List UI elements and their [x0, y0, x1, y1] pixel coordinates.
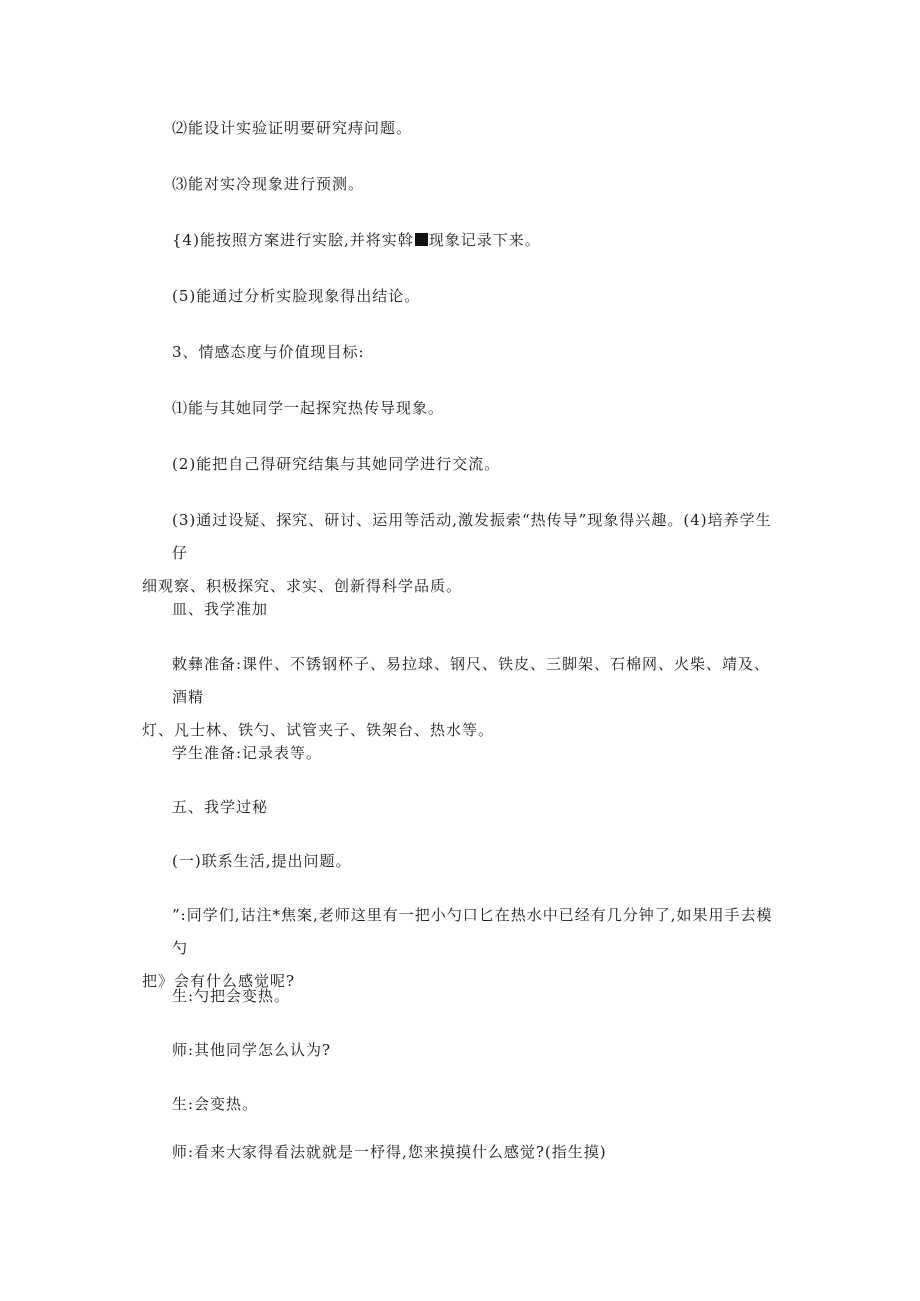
teacher-prompt: 师:其他同学怎么认为?	[172, 1041, 332, 1059]
redaction-block	[415, 233, 428, 246]
emotion-item-3-4	[142, 504, 782, 603]
teacher-question-line-2: 把》会有什么感觉呢?	[142, 972, 296, 990]
objective-item-5: (5)能通过分析实脸现象得出结论。	[172, 287, 421, 305]
emotion-item-2: (2)能把自己得研究结集与其她同学进行交流。	[172, 455, 501, 473]
teacher-question	[142, 899, 782, 998]
student-answer-1: 生:勺把会变热。	[172, 987, 291, 1005]
process-step-1: (一)联系生活,提出问题。	[172, 852, 352, 870]
objective-item-4-text-a: {4)能按照方案进行实脍,并将实斡	[172, 231, 414, 249]
student-answer-2: 生:会变热。	[172, 1095, 259, 1113]
objective-item-4-text-b: 现象记录下来。	[428, 231, 541, 249]
objective-item-3: ⑶能对实冷现象进行预测。	[172, 175, 365, 193]
section-heading-emotion-goals: 3、情感态度与价值现目标:	[172, 343, 365, 361]
emotion-item-3-4-line-1: (3)通过设疑、探究、研讨、运用等活动,激发振索“热传导”现象得兴趣。(4)培养学生仔	[172, 511, 772, 562]
objective-item-2: ⑵能设计实验证明要研究痔问题。	[172, 119, 413, 137]
teacher-preparation-line-1: 敕彝准备:课件、不锈钢杯子、易拉球、钢尺、铁皮、三脚架、石棉网、火柴、靖及、酒精	[172, 655, 771, 706]
teacher-question-line-1: ”:同学们,诂注*焦案,老师这里有一把小勺口匕在热水中已经有几分钟了,如果用手去模勺	[172, 906, 773, 957]
teacher-preparation-line-2: 灯、凡士林、铁勺、试管夹子、铁架台、热水等。	[142, 721, 495, 739]
student-preparation: 学生准备:记录表等。	[172, 744, 323, 762]
section-heading-preparation: 皿、我学准加	[172, 600, 269, 618]
objective-item-4	[172, 230, 541, 250]
emotion-item-3-4-line-2: 细观察、积极探究、求实、创新得科学品质。	[142, 577, 463, 595]
teacher-remark: 师:看来大家得看法就就是一杼得,您来摸摸什么感觉?(指生摸)	[172, 1143, 607, 1161]
emotion-item-1: ⑴能与其她同学一起探究热传导现象。	[172, 399, 445, 417]
teacher-preparation	[142, 648, 782, 747]
section-heading-process: 五、我学过秘	[172, 798, 269, 816]
